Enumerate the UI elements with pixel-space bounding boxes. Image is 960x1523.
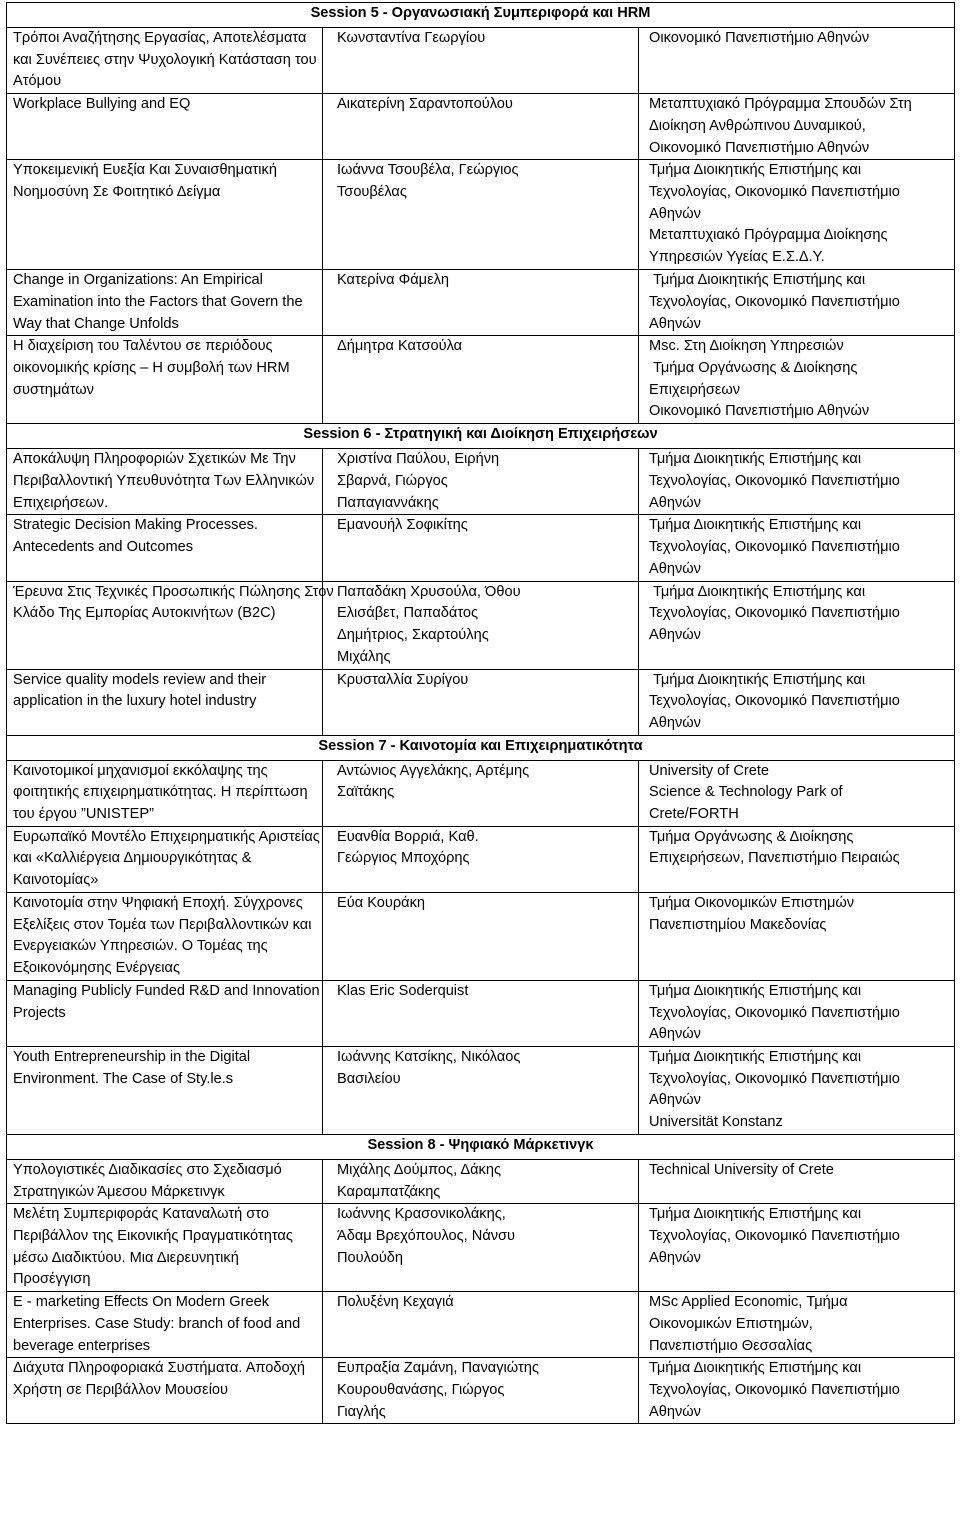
- session-title: Session 5 - Οργανωσιακή Συμπεριφορά και HRM: [7, 3, 955, 28]
- paper-title-line: συστημάτων: [13, 381, 94, 398]
- paper-affiliation-line: University of Crete: [649, 762, 770, 779]
- paper-title-line: Enterprises. Case Study: branch of food and: [13, 1315, 301, 1332]
- paper-affiliation: [639, 270, 955, 336]
- paper-authors-line: Παπαγιαννάκης: [337, 494, 439, 511]
- paper-title: [7, 270, 323, 336]
- paper-authors: [323, 1204, 639, 1292]
- paper-affiliation-line: Αθηνών: [649, 1026, 701, 1043]
- paper-row: [7, 1292, 955, 1358]
- session-header-row: [7, 1134, 955, 1159]
- paper-authors-line: Ιωάννης Κρασονικολάκης,: [337, 1206, 506, 1223]
- paper-title: [7, 515, 323, 581]
- paper-title-line: Διάχυτα Πληροφοριακά Συστήματα. Αποδοχή: [13, 1360, 306, 1377]
- paper-row: [7, 669, 955, 735]
- paper-authors-line: Πολυξένη Κεχαγιά: [337, 1294, 454, 1311]
- paper-row: [7, 760, 955, 826]
- paper-affiliation-line: Τμήμα Διοικητικής Επιστήμης και: [649, 1048, 862, 1065]
- paper-title-line: Managing Publicly Funded R&D and Innovation: [13, 982, 320, 999]
- paper-authors-line: Μιχάλης Δούμπος, Δάκης: [337, 1161, 502, 1178]
- paper-title-line: beverage enterprises: [13, 1337, 151, 1354]
- paper-affiliation-line: Τμήμα Διοικητικής Επιστήμης και: [653, 583, 866, 600]
- paper-affiliation-line: Τεχνολογίας, Οικονομικό Πανεπιστήμιο: [649, 1227, 900, 1244]
- paper-title-line: Way that Change Unfolds: [13, 315, 179, 332]
- paper-affiliation-line: Επιχειρήσεων, Πανεπιστήμιο Πειραιώς: [649, 850, 900, 867]
- paper-title-line: Change in Organizations: An Empirical: [13, 272, 263, 289]
- paper-title-line: Τρόποι Αναζήτησης Εργασίας, Αποτελέσματα: [13, 30, 307, 46]
- paper-affiliation-line: Τμήμα Διοικητικής Επιστήμης και: [649, 1360, 862, 1377]
- paper-title: [7, 1204, 323, 1292]
- paper-affiliation-line: Μεταπτυχιακό Πρόγραμμα Διοίκησης: [649, 227, 888, 244]
- paper-affiliation-line: Τεχνολογίας, Οικονομικό Πανεπιστήμιο: [649, 183, 900, 200]
- paper-row: [7, 581, 955, 669]
- paper-title-line: Examination into the Factors that Govern the: [13, 293, 303, 310]
- paper-affiliation-line: Αθηνών: [649, 714, 701, 731]
- paper-authors-line: Κατερίνα Φάμελη: [337, 272, 450, 289]
- paper-row: [7, 336, 955, 424]
- schedule-table: [6, 2, 955, 1424]
- paper-title-line: Χρήστη σε Περιβάλλον Μουσείου: [13, 1382, 229, 1399]
- paper-authors: [323, 760, 639, 826]
- paper-title-line: Υποκειμενική Ευεξία Και Συναισθηματική: [13, 162, 277, 179]
- paper-affiliation-line: Τεχνολογίας, Οικονομικό Πανεπιστήμιο: [649, 473, 900, 490]
- paper-authors-line: Ιωάννα Τσουβέλα, Γεώργιος: [337, 162, 519, 179]
- paper-row: [7, 1159, 955, 1203]
- paper-affiliation: [639, 1046, 955, 1134]
- paper-authors-line: Εύα Κουράκη: [337, 894, 426, 911]
- paper-title-line: του έργου ”UNISTEP”: [13, 806, 154, 823]
- paper-title-line: Η διαχείριση του Ταλέντου σε περιόδους: [13, 338, 273, 355]
- paper-affiliation: [639, 980, 955, 1046]
- paper-title: [7, 1046, 323, 1134]
- paper-title: [7, 1358, 323, 1424]
- paper-affiliation-line: Οικονομικό Πανεπιστήμιο Αθηνών: [649, 403, 870, 420]
- paper-authors-line: Δήμητρα Κατσούλα: [337, 338, 463, 355]
- paper-affiliation-line: Τμήμα Οικονομικών Επιστημών: [649, 894, 855, 911]
- paper-affiliation-line: Msc. Στη Διοίκηση Υπηρεσιών: [649, 338, 844, 355]
- paper-affiliation: [639, 760, 955, 826]
- paper-title-line: Καινοτομία στην Ψηφιακή Εποχή. Σύγχρονες: [13, 894, 303, 911]
- paper-authors-line: Σαϊτάκης: [337, 784, 395, 801]
- paper-authors-line: Klas Eric Soderquist: [337, 982, 469, 999]
- paper-row: [7, 980, 955, 1046]
- paper-row: [7, 1204, 955, 1292]
- paper-title-line: Ατόμου: [13, 73, 62, 90]
- paper-authors: [323, 892, 639, 980]
- paper-authors-line: Άδαμ Βρεχόπουλος, Νάνσυ: [337, 1227, 516, 1244]
- paper-affiliation-line: Τμήμα Διοικητικής Επιστήμης και: [653, 671, 866, 688]
- paper-title: [7, 94, 323, 160]
- paper-title-line: Καινοτομίας»: [13, 872, 99, 889]
- paper-title-line: Workplace Bullying and EQ: [13, 96, 191, 113]
- paper-affiliation-line: Οικονομικών Επιστημών,: [649, 1315, 813, 1332]
- paper-title: [7, 892, 323, 980]
- paper-affiliation-line: Τεχνολογίας, Οικονομικό Πανεπιστήμιο: [649, 293, 900, 310]
- paper-title-line: και Συνέπειες στην Ψυχολογική Κατάσταση του: [13, 51, 317, 68]
- paper-title-line: Επιχειρήσεων.: [13, 494, 109, 511]
- paper-authors-line: Καραμπατζάκης: [337, 1183, 441, 1200]
- paper-title-line: φοιτητικής επιχειρηματικότητας. Η περίπτωση: [13, 784, 308, 801]
- paper-affiliation-line: Αθηνών: [649, 1249, 701, 1266]
- paper-affiliation-line: Τμήμα Διοικητικής Επιστήμης και: [649, 982, 862, 999]
- paper-authors-line: Πουλούδη: [337, 1249, 404, 1266]
- paper-title: [7, 160, 323, 270]
- paper-row: [7, 892, 955, 980]
- paper-title-line: Στρατηγικών Άμεσου Μάρκετινγκ: [13, 1183, 225, 1200]
- paper-title-line: Υπολογιστικές Διαδικασίες στο Σχεδιασμό: [13, 1161, 282, 1178]
- paper-authors-line: Δημήτριος, Σκαρτούλης: [337, 626, 489, 643]
- paper-affiliation: [639, 94, 955, 160]
- paper-affiliation-line: Τεχνολογίας, Οικονομικό Πανεπιστήμιο: [649, 539, 900, 556]
- paper-title-line: E - marketing Effects On Modern Greek: [13, 1294, 270, 1311]
- paper-authors-line: Ευπραξία Ζαμάνη, Παναγιώτης: [337, 1360, 539, 1377]
- paper-authors-line: Μιχάλης: [337, 648, 391, 665]
- paper-title-line: Κλάδο Της Εμπορίας Αυτοκινήτων (B2C): [13, 605, 276, 622]
- paper-title-line: Έρευνα Στις Τεχνικές Προσωπικής Πώλησης Στον: [13, 583, 334, 600]
- paper-title: [7, 669, 323, 735]
- paper-authors-line: Κουρουθανάσης, Γιώργος: [337, 1382, 505, 1399]
- paper-authors-line: Εμανουήλ Σοφικίτης: [337, 517, 468, 534]
- paper-affiliation: [639, 28, 955, 94]
- paper-authors-line: Κωνσταντίνα Γεωργίου: [337, 30, 486, 46]
- paper-authors-line: Χριστίνα Παύλου, Ειρήνη: [337, 451, 500, 468]
- paper-title-line: Καινοτομικοί μηχανισμοί εκκόλαψης της: [13, 762, 268, 779]
- paper-title: [7, 760, 323, 826]
- paper-title-line: Εξελίξεις στον Τομέα των Περιβαλλοντικών και: [13, 916, 312, 933]
- paper-authors-line: Σβαρνά, Γιώργος: [337, 473, 448, 490]
- paper-title-line: Ευρωπαϊκό Μοντέλο Επιχειρηματικής Αριστείας: [13, 828, 320, 845]
- paper-affiliation: [639, 581, 955, 669]
- paper-authors-line: Βασιλείου: [337, 1070, 401, 1087]
- paper-authors: [323, 1292, 639, 1358]
- paper-authors-line: Γιαγλής: [337, 1403, 386, 1420]
- paper-affiliation: [639, 449, 955, 515]
- paper-authors: [323, 270, 639, 336]
- paper-title: [7, 449, 323, 515]
- paper-affiliation-line: Επιχειρήσεων: [649, 381, 741, 398]
- paper-title: [7, 1159, 323, 1203]
- paper-affiliation-line: Αθηνών: [649, 626, 701, 643]
- paper-title: [7, 581, 334, 669]
- paper-title-line: οικονομικής κρίσης – Η συμβολή των HRM: [13, 360, 290, 377]
- paper-authors: [323, 1358, 639, 1424]
- paper-authors: [323, 449, 639, 515]
- paper-affiliation-line: Υπηρεσιών Υγείας Ε.Σ.Δ.Υ.: [649, 249, 825, 266]
- paper-row: [7, 449, 955, 515]
- paper-row: [7, 826, 955, 892]
- paper-affiliation-line: Αθηνών: [649, 494, 701, 511]
- paper-affiliation-line: Αθηνών: [649, 1403, 701, 1420]
- paper-affiliation-line: Τμήμα Οργάνωσης & Διοίκησης: [653, 360, 858, 377]
- paper-authors: [323, 160, 639, 270]
- paper-row: [7, 515, 955, 581]
- paper-title-line: Service quality models review and their: [13, 671, 267, 688]
- paper-affiliation-line: MSc Applied Economic, Τμήμα: [649, 1294, 848, 1311]
- paper-affiliation: [639, 892, 955, 980]
- paper-affiliation-line: Πανεπιστήμιο Θεσσαλίας: [649, 1337, 813, 1354]
- paper-affiliation: [639, 515, 955, 581]
- paper-affiliation-line: Τμήμα Διοικητικής Επιστήμης και: [649, 451, 862, 468]
- paper-authors: [323, 28, 639, 94]
- paper-affiliation-line: Τμήμα Οργάνωσης & Διοίκησης: [649, 828, 854, 845]
- paper-affiliation: [639, 669, 955, 735]
- paper-authors-line: Αντώνιος Αγγελάκης, Αρτέμης: [337, 762, 530, 779]
- session-header-row: [7, 3, 955, 28]
- paper-row: [7, 270, 955, 336]
- paper-authors-line: Τσουβέλας: [337, 183, 407, 200]
- paper-affiliation: [639, 1204, 955, 1292]
- paper-affiliation-line: Αθηνών: [649, 1092, 701, 1109]
- paper-authors: [323, 669, 639, 735]
- paper-affiliation-line: Τμήμα Διοικητικής Επιστήμης και: [649, 517, 862, 534]
- paper-authors-line: Ιωάννης Κατσίκης, Νικόλαος: [337, 1048, 521, 1065]
- paper-authors-line: Γεώργιος Μποχόρης: [337, 850, 470, 867]
- paper-affiliation-line: Οικονομικό Πανεπιστήμιο Αθηνών: [649, 139, 870, 156]
- paper-title-line: Αποκάλυψη Πληροφοριών Σχετικών Με Την: [13, 451, 296, 468]
- paper-title-line: Youth Entrepreneurship in the Digital: [13, 1048, 251, 1065]
- paper-authors: [323, 94, 639, 160]
- paper-authors-line: Αικατερίνη Σαραντοπούλου: [337, 96, 513, 113]
- paper-authors: [323, 1046, 639, 1134]
- paper-affiliation-line: Διοίκηση Ανθρώπινου Δυναμικού,: [649, 117, 866, 134]
- paper-authors: [323, 1159, 639, 1203]
- session-header-row: [7, 424, 955, 449]
- paper-authors-line: Παπαδάκη Χρυσούλα, Όθου: [337, 583, 521, 600]
- paper-row: [7, 1358, 955, 1424]
- paper-title-line: και «Καλλιέργεια Δημιουργικότητας &: [13, 850, 252, 867]
- paper-authors: [323, 515, 639, 581]
- paper-affiliation: [639, 336, 955, 424]
- paper-authors-line: Κρυσταλλία Συρίγου: [337, 671, 469, 688]
- paper-affiliation-line: Universität Konstanz: [649, 1114, 783, 1131]
- paper-title-line: Μελέτη Συμπεριφοράς Καταναλωτή στο: [13, 1206, 269, 1223]
- paper-affiliation-line: Science & Technology Park of: [649, 784, 843, 801]
- paper-row: [7, 160, 955, 270]
- paper-affiliation-line: Τεχνολογίας, Οικονομικό Πανεπιστήμιο: [649, 605, 900, 622]
- paper-authors: [323, 581, 639, 669]
- paper-title-line: Εξοικονόμησης Ενέργειας: [13, 959, 180, 976]
- paper-affiliation-line: Πανεπιστημίου Μακεδονίας: [649, 916, 827, 933]
- paper-affiliation-line: Τμήμα Διοικητικής Επιστήμης και: [649, 162, 862, 179]
- paper-affiliation: [639, 826, 955, 892]
- paper-row: [7, 94, 955, 160]
- paper-title: [7, 980, 323, 1046]
- paper-affiliation-line: Μεταπτυχιακό Πρόγραμμα Σπουδών Στη: [649, 96, 912, 113]
- paper-title-line: Ενεργειακών Υπηρεσιών. Ο Τομέας της: [13, 938, 268, 955]
- paper-title-line: Environment. The Case of Sty.le.s: [13, 1070, 234, 1087]
- paper-title-line: μέσω Διαδικτύου. Μια Διερευνητική: [13, 1249, 239, 1266]
- paper-authors: [323, 980, 639, 1046]
- paper-affiliation-line: Αθηνών: [649, 560, 701, 577]
- paper-title-line: Προσέγγιση: [13, 1271, 91, 1288]
- paper-affiliation: [639, 1358, 955, 1424]
- paper-title: [7, 336, 323, 424]
- session-title: Session 8 - Ψηφιακό Μάρκετινγκ: [7, 1134, 955, 1159]
- paper-affiliation-line: Τεχνολογίας, Οικονομικό Πανεπιστήμιο: [649, 693, 900, 710]
- paper-affiliation-line: Αθηνών: [649, 315, 701, 332]
- paper-affiliation-line: Τεχνολογίας, Οικονομικό Πανεπιστήμιο: [649, 1004, 900, 1021]
- paper-authors-line: Ευανθία Βορριά, Καθ.: [337, 828, 479, 845]
- paper-affiliation: [639, 160, 955, 270]
- paper-title: [7, 28, 323, 94]
- paper-title-line: Περιβάλλον της Εικονικής Πραγματικότητας: [13, 1227, 293, 1244]
- paper-affiliation-line: Crete/FORTH: [649, 806, 739, 823]
- paper-affiliation-line: Τμήμα Διοικητικής Επιστήμης και: [649, 1206, 862, 1223]
- schedule-body: [7, 3, 955, 1424]
- paper-authors-line: Ελισάβετ, Παπαδάτος: [337, 605, 479, 622]
- paper-affiliation-line: Οικονομικό Πανεπιστήμιο Αθηνών: [649, 30, 870, 46]
- paper-row: [7, 1046, 955, 1134]
- paper-affiliation-line: Τεχνολογίας, Οικονομικό Πανεπιστήμιο: [649, 1070, 900, 1087]
- paper-title-line: Περιβαλλοντική Υπευθυνότητα Των Ελληνικών: [13, 473, 315, 490]
- paper-affiliation: [639, 1292, 955, 1358]
- paper-affiliation-line: Αθηνών: [649, 205, 701, 222]
- paper-title-line: Νοημοσύνη Σε Φοιτητικό Δείγμα: [13, 183, 221, 200]
- session-title: Session 6 - Στρατηγική και Διοίκηση Επιχειρήσεων: [7, 424, 955, 449]
- session-header-row: [7, 735, 955, 760]
- paper-row: [7, 28, 955, 94]
- paper-title-line: application in the luxury hotel industry: [13, 693, 257, 710]
- paper-affiliation: [639, 1159, 955, 1203]
- paper-affiliation-line: Τμήμα Διοικητικής Επιστήμης και: [653, 272, 866, 289]
- paper-title: [7, 1292, 323, 1358]
- session-title: Session 7 - Καινοτομία και Επιχειρηματικότητα: [7, 735, 955, 760]
- paper-title-line: Strategic Decision Making Processes.: [13, 517, 258, 534]
- paper-title-line: Projects: [13, 1004, 66, 1021]
- paper-title: [7, 826, 323, 892]
- paper-affiliation-line: Τεχνολογίας, Οικονομικό Πανεπιστήμιο: [649, 1382, 900, 1399]
- paper-affiliation-line: Technical University of Crete: [649, 1161, 834, 1178]
- paper-authors: [323, 336, 639, 424]
- paper-title-line: Antecedents and Outcomes: [13, 539, 194, 556]
- paper-authors: [323, 826, 639, 892]
